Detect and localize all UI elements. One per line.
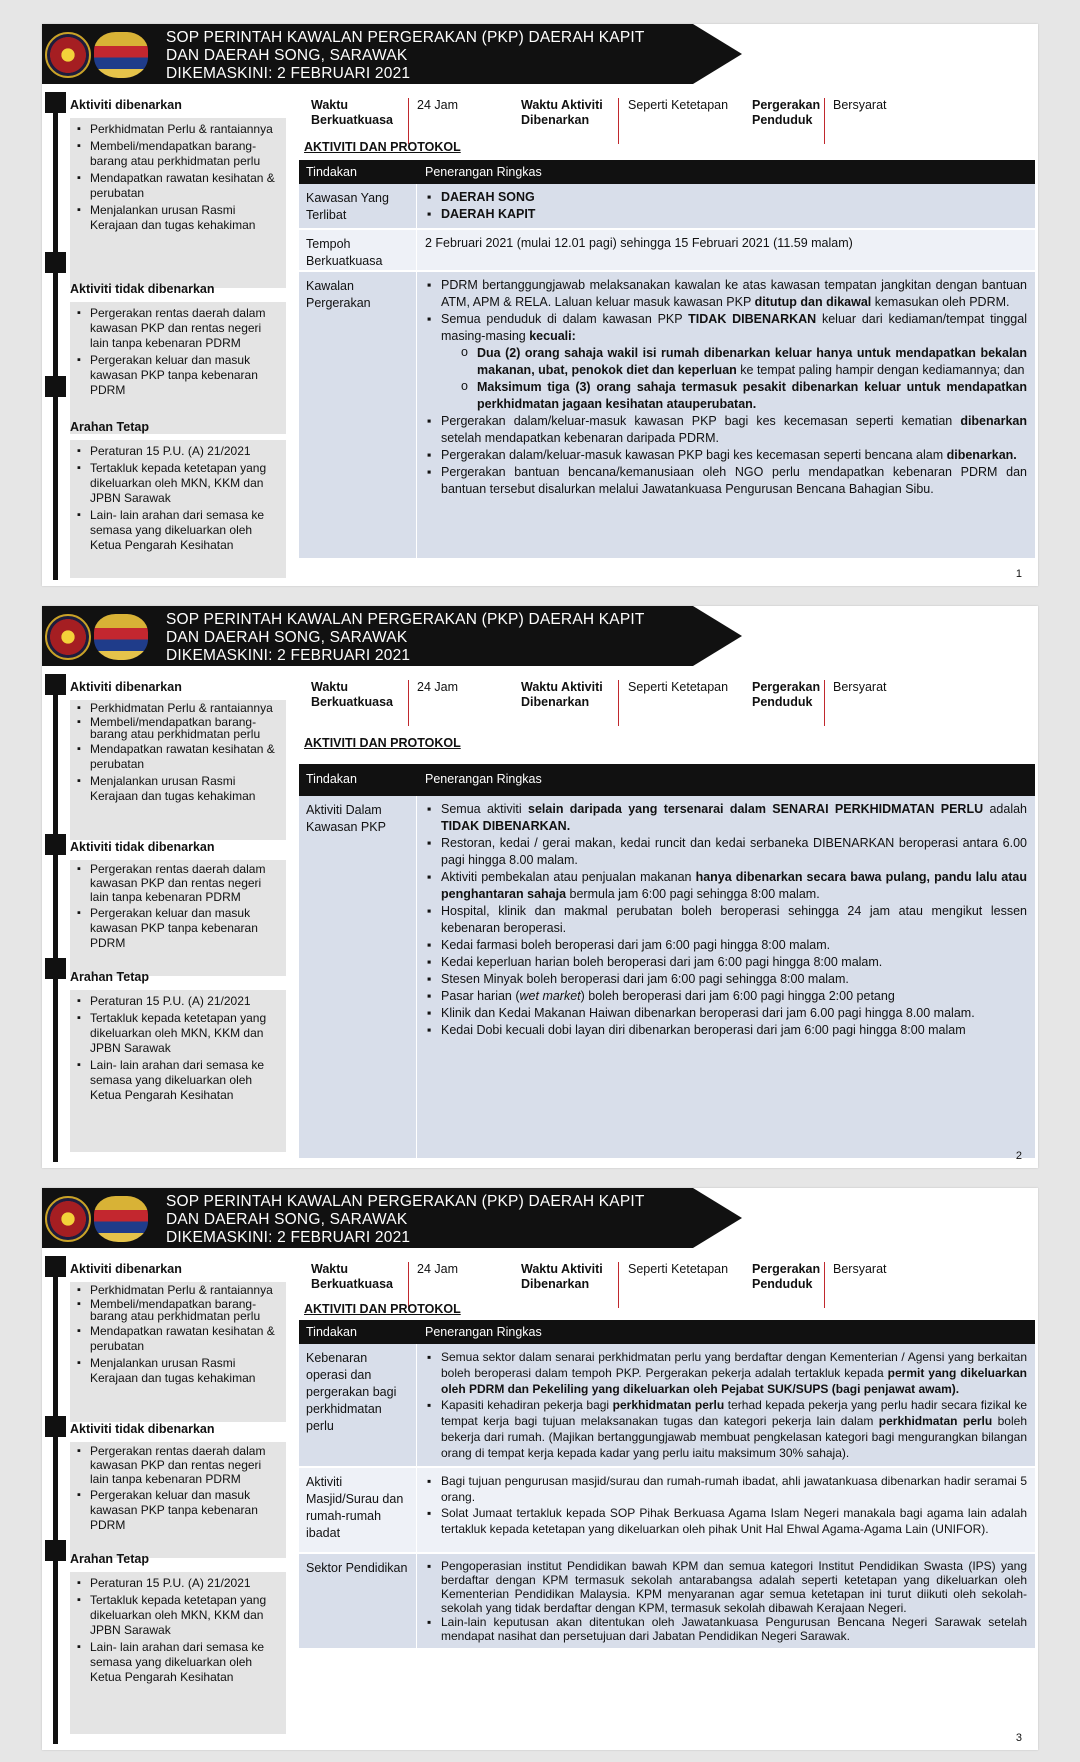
table-row: Aktiviti Masjid/Surau dan rumah-rumah ibadat ▪ Bagi tujuan pengurusan masjid/surau dan rumah-rumah ibadat, ahli jawatankuasa dibenarkan hadir seramai 5 orang. ▪ Solat Jumaat tertakluk kepada SOP Pihak Berkuasa Agama Islam Negeri manakala bagi agama lain adalah tertakluk kepada ketetapan yang dikeluarkan oleh pihak Unit Hal Ehwal Agama-Agama Lain (UNIFOR). (299, 1468, 1035, 1554)
table-row: Kawalan Pergerakan ▪ PDRM bertanggungjawab melaksanakan kawalan ke atas kawasan tempatan jangkitan dengan bantuan ATM, APM & RELA. Laluan keluar masuk kawasan PKP ditutup dan dikawal kemasukan oleh PDRM. ▪ Semua penduduk di dalam kawasan PKP TIDAK DIBENARKAN keluar dari kediaman/tempat tinggal masing-masing kecuali: o Dua (2) orang sahaja wakil isi rumah dibenarkan keluar hanya untuk mendapatkan bekalan makanan, ubat, penokok diet dan keperluan ke tempat paling hampir dengan kediamannya; dan o Maksimum tiga (3) orang sahaja termasuk pesakit dibenarkan keluar untuk mendapatkan perkhidmatan jagaan kesihatan atauperubatan. ▪ Pergerakan dalam/keluar-masuk kawasan PKP bagi kes kecemasan seperti kematian dibenarkan setelah mendapatkan kebenaran daripada PDRM. ▪ Pergerakan dalam/keluar-masuk kawasan PKP bagi kes kecemasan seperti bencana alam dibenarkan. ▪ Pergerakan bantuan bencana/kemanusiaan oleh NGO perlu mendapatkan kebenaran PDRM dan bantuan tersebut disalurkan melalui Jawatankuasa Pengurusan Bencana Bahagian Sibu. (299, 272, 1035, 560)
standing-box (70, 990, 286, 1152)
allowed-box (70, 118, 286, 288)
header-title: SOP PERINTAH KAWALAN PERGERAKAN (PKP) DAERAH KAPIT DAN DAERAH SONG, SARAWAK DIKEMASKINI: 2 FEBRUARI 2021 (166, 1193, 645, 1246)
header-title: SOP PERINTAH KAWALAN PERGERAKAN (PKP) DAERAH KAPIT DAN DAERAH SONG, SARAWAK DIKEMASKINI: 2 FEBRUARI 2021 (166, 611, 645, 664)
table-header: Tindakan Penerangan Ringkas (299, 160, 1035, 184)
list-item: ▪ Tertakluk kepada ketetapan yang dikeluarkan oleh MKN, KKM dan JPBN Sarawak (74, 1593, 282, 1638)
section-title: AKTIVITI DAN PROTOKOL (304, 736, 461, 750)
activity-label: Waktu Aktiviti Dibenarkan (521, 98, 603, 127)
timeline-marker (45, 1540, 66, 1561)
movement-label: Pergerakan Penduduk (752, 1262, 821, 1291)
allowed-heading: Aktiviti dibenarkan (70, 1262, 182, 1276)
page-number: 3 (1015, 1732, 1022, 1744)
list-item: ▪ Membeli/mendapatkan barang-barang atau perkhidmatan perlu (74, 1298, 282, 1322)
standing-box (70, 1572, 286, 1734)
list-item: ▪ Pergerakan rentas daerah dalam kawasan PKP dan rentas negeri lain tanpa kebenaran PDRM (74, 1444, 282, 1486)
activity-value: Seperti Ketetapan (628, 98, 729, 112)
timeline-marker (45, 958, 66, 979)
list-item: ▪ Lain- lain arahan dari semasa ke semasa yang dikeluarkan oleh Ketua Pengarah Kesihatan (74, 508, 282, 553)
list-item: ▪ Pergerakan keluar dan masuk kawasan PKP tanpa kebenaran PDRM (74, 1488, 282, 1533)
page-number: 1 (1015, 568, 1022, 580)
table-row: Kawasan Yang Terlibat ▪ DAERAH SONG ▪ DAERAH KAPIT (299, 184, 1035, 230)
table-row: Kebenaran operasi dan pergerakan bagi perkhidmatan perlu ▪ Semua sektor dalam senarai perkhidmatan perlu yang berdaftar dengan Kementerian / Agensi yang berkaitan boleh beroperasi dalam tempoh PKP. Pergerakan pekerja adalah tertakluk kepada permit yang dikeluarkan oleh PDRM dan Pekeliling yang dikeluarkan oleh Pejabat SUK/SUPS (bagi penjawat awam). ▪ Kapasiti kehadiran pekerja bagi perkhidmatan perlu terhad kepada pekerja yang perlu hadir secara fizikal ke tempat kerja bagi tujuan melaksanakan tugas dan kategori pekerja lain dalam perkhidmatan perlu boleh bekerja dari rumah. (Majikan bertanggungjawab membuat pengkelasan kategori bagi mengurangkan bilangan orang di tempat kerja kepada kadar yang perlu iaitu maksimum 30% sahaja). (299, 1344, 1035, 1468)
list-item: ▪ Peraturan 15 P.U. (A) 21/2021 (74, 1576, 282, 1591)
hours-label: Waktu Berkuatkuasa (311, 1262, 393, 1291)
activity-value: Seperti Ketetapan (628, 1262, 729, 1276)
not-allowed-box (70, 1442, 286, 1558)
list-item: ▪ Perkhidmatan Perlu & rantaiannya (74, 122, 282, 137)
not-allowed-box (70, 860, 286, 976)
allowed-box (70, 700, 286, 840)
list-item: ▪ Pergerakan rentas daerah dalam kawasan PKP dan rentas negeri lain tanpa kebenaran PDRM (74, 306, 282, 351)
slide-2 (42, 606, 1038, 1168)
timeline-marker (45, 376, 66, 397)
police-logo-icon (45, 1196, 91, 1242)
section-title: AKTIVITI DAN PROTOKOL (304, 140, 461, 154)
standing-heading: Arahan Tetap (70, 1552, 149, 1566)
list-item: ▪ Perkhidmatan Perlu & rantaiannya (74, 702, 282, 714)
standing-box (70, 440, 286, 578)
not-allowed-heading: Aktiviti tidak dibenarkan (70, 1422, 215, 1436)
list-item: ▪ Mendapatkan rawatan kesihatan & perubatan (74, 1324, 282, 1354)
list-item: ▪ Menjalankan urusan Rasmi Kerajaan dan tugas kehakiman (74, 774, 282, 804)
standing-heading: Arahan Tetap (70, 420, 149, 434)
timeline-marker (45, 1256, 66, 1277)
protocol-table (299, 160, 1035, 560)
timeline-marker (45, 674, 66, 695)
hours-label: Waktu Berkuatkuasa (311, 680, 393, 709)
info-row (304, 98, 1026, 144)
list-item: ▪ Peraturan 15 P.U. (A) 21/2021 (74, 994, 282, 1009)
list-item: ▪ Lain- lain arahan dari semasa ke semasa yang dikeluarkan oleh Ketua Pengarah Kesihatan (74, 1058, 282, 1103)
allowed-box (70, 1282, 286, 1422)
police-logo-icon (45, 32, 91, 78)
list-item: ▪ Lain- lain arahan dari semasa ke semasa yang dikeluarkan oleh Ketua Pengarah Kesihatan (74, 1640, 282, 1685)
slide-1 (42, 24, 1038, 586)
timeline-marker (45, 92, 66, 113)
activity-value: Seperti Ketetapan (628, 680, 729, 694)
police-logo-icon (45, 614, 91, 660)
not-allowed-heading: Aktiviti tidak dibenarkan (70, 282, 215, 296)
list-item: ▪ Membeli/mendapatkan barang-barang atau perkhidmatan perlu (74, 716, 282, 740)
coat-of-arms-icon (94, 614, 148, 660)
timeline-bar (53, 1256, 58, 1744)
timeline-marker (45, 834, 66, 855)
timeline-marker (45, 252, 66, 273)
hours-label: Waktu Berkuatkuasa (311, 98, 393, 127)
hours-value: 24 Jam (417, 1262, 458, 1276)
slide-3 (42, 1188, 1038, 1750)
table-row: Sektor Pendidikan ▪ Pengoperasian institut Pendidikan bawah KPM dan semua kategori Institut Pendidikan Swasta (IPS) yang berdaftar dengan KPM termasuk sekolah antarabangsa adalah seperti ketetapan yang dikeluarkan oleh Kementerian Pendidikan Malaysia. KPM menyaranan agar semua ketetapan ini turut diikuti oleh sekolah-sekolah yang tidak berdaftar dengan KPM, termasuk sekolah dibawah Kerajaan Negeri. ▪ Lain-lain keputusan akan ditentukan oleh Jawatankuasa Pengurusan Bencana Negeri Sarawak setelah mendapat nasihat dan persetujuan dari Jabatan Pendidikan Negeri Sarawak. (299, 1554, 1035, 1650)
timeline-marker (45, 1416, 66, 1437)
table-row: Tempoh Berkuatkuasa 2 Februari 2021 (mulai 12.01 pagi) sehingga 15 Februari 2021 (11.59 malam) (299, 230, 1035, 272)
movement-value: Bersyarat (833, 98, 887, 112)
allowed-heading: Aktiviti dibenarkan (70, 98, 182, 112)
activity-label: Waktu Aktiviti Dibenarkan (521, 680, 603, 709)
timeline-bar (53, 92, 58, 580)
page-number: 2 (1015, 1150, 1022, 1162)
list-item: ▪ Menjalankan urusan Rasmi Kerajaan dan tugas kehakiman (74, 1356, 282, 1386)
list-item: ▪ Pergerakan keluar dan masuk kawasan PKP tanpa kebenaran PDRM (74, 906, 282, 951)
table-header: Tindakan Penerangan Ringkas (299, 1320, 1035, 1344)
header-title: SOP PERINTAH KAWALAN PERGERAKAN (PKP) DAERAH KAPIT DAN DAERAH SONG, SARAWAK DIKEMASKINI: 2 FEBRUARI 2021 (166, 29, 645, 82)
table-row: Aktiviti Dalam Kawasan PKP ▪ Semua aktiviti selain daripada yang tersenarai dalam SENARAI PERKHIDMATAN PERLU adalah TIDAK DIBENARKAN. ▪ Restoran, kedai / gerai makan, kedai runcit dan kedai serbaneka DIBENARKAN beroperasi antara 6.00 pagi hingga 8.00 malam. ▪ Aktiviti pembekalan atau penjualan makanan hanya dibenarkan secara bawa pulang, pandu lalu atau penghantaran sahaja bermula jam 6:00 pagi sehingga 8:00 malam. ▪ Hospital, klinik dan makmal perubatan boleh beroperasi sehingga 24 jam atau mengikut lessen kebenaran beroperasi. ▪ Kedai farmasi boleh beroperasi dari jam 6:00 pagi hingga 8:00 malam. ▪ Kedai keperluan harian boleh beroperasi dari jam 6:00 pagi hingga 8:00 malam. ▪ Stesen Minyak boleh beroperasi dari jam 6:00 pagi sehingga 8:00 malam. ▪ Pasar harian (wet market) boleh beroperasi dari jam 6:00 pagi hingga 2:00 petang ▪ Klinik dan Kedai Makanan Haiwan dibenarkan beroperasi dari jam 6.00 pagi hingga 8.00 malam. ▪ Kedai Dobi kecuali dobi layan diri dibenarkan beroperasi dari jam 6:00 pagi hingga 8:00 malam (299, 796, 1035, 1160)
coat-of-arms-icon (94, 1196, 148, 1242)
list-item: ▪ Perkhidmatan Perlu & rantaiannya (74, 1284, 282, 1296)
list-item: ▪ Peraturan 15 P.U. (A) 21/2021 (74, 444, 282, 459)
list-item: ▪ Menjalankan urusan Rasmi Kerajaan dan tugas kehakiman (74, 203, 282, 233)
movement-value: Bersyarat (833, 680, 887, 694)
not-allowed-heading: Aktiviti tidak dibenarkan (70, 840, 215, 854)
allowed-heading: Aktiviti dibenarkan (70, 680, 182, 694)
activity-label: Waktu Aktiviti Dibenarkan (521, 1262, 603, 1291)
movement-label: Pergerakan Penduduk (752, 98, 821, 127)
list-item: ▪ Pergerakan rentas daerah dalam kawasan PKP dan rentas negeri lain tanpa kebenaran PDRM (74, 862, 282, 904)
table-header: Tindakan Penerangan Ringkas (299, 764, 1035, 796)
list-item: ▪ Membeli/mendapatkan barang-barang atau perkhidmatan perlu (74, 139, 282, 169)
info-row (304, 680, 1026, 726)
list-item: ▪ Pergerakan keluar dan masuk kawasan PKP tanpa kebenaran PDRM (74, 353, 282, 398)
list-item: ▪ Mendapatkan rawatan kesihatan & perubatan (74, 742, 282, 772)
hours-value: 24 Jam (417, 98, 458, 112)
coat-of-arms-icon (94, 32, 148, 78)
hours-value: 24 Jam (417, 680, 458, 694)
movement-label: Pergerakan Penduduk (752, 680, 821, 709)
section-title: AKTIVITI DAN PROTOKOL (304, 1302, 461, 1316)
movement-value: Bersyarat (833, 1262, 887, 1276)
standing-heading: Arahan Tetap (70, 970, 149, 984)
protocol-table (299, 764, 1035, 1160)
protocol-table (299, 1320, 1035, 1650)
list-item: ▪ Mendapatkan rawatan kesihatan & perubatan (74, 171, 282, 201)
list-item: ▪ Tertakluk kepada ketetapan yang dikeluarkan oleh MKN, KKM dan JPBN Sarawak (74, 461, 282, 506)
not-allowed-box (70, 302, 286, 434)
list-item: ▪ Tertakluk kepada ketetapan yang dikeluarkan oleh MKN, KKM dan JPBN Sarawak (74, 1011, 282, 1056)
timeline-bar (53, 674, 58, 1162)
